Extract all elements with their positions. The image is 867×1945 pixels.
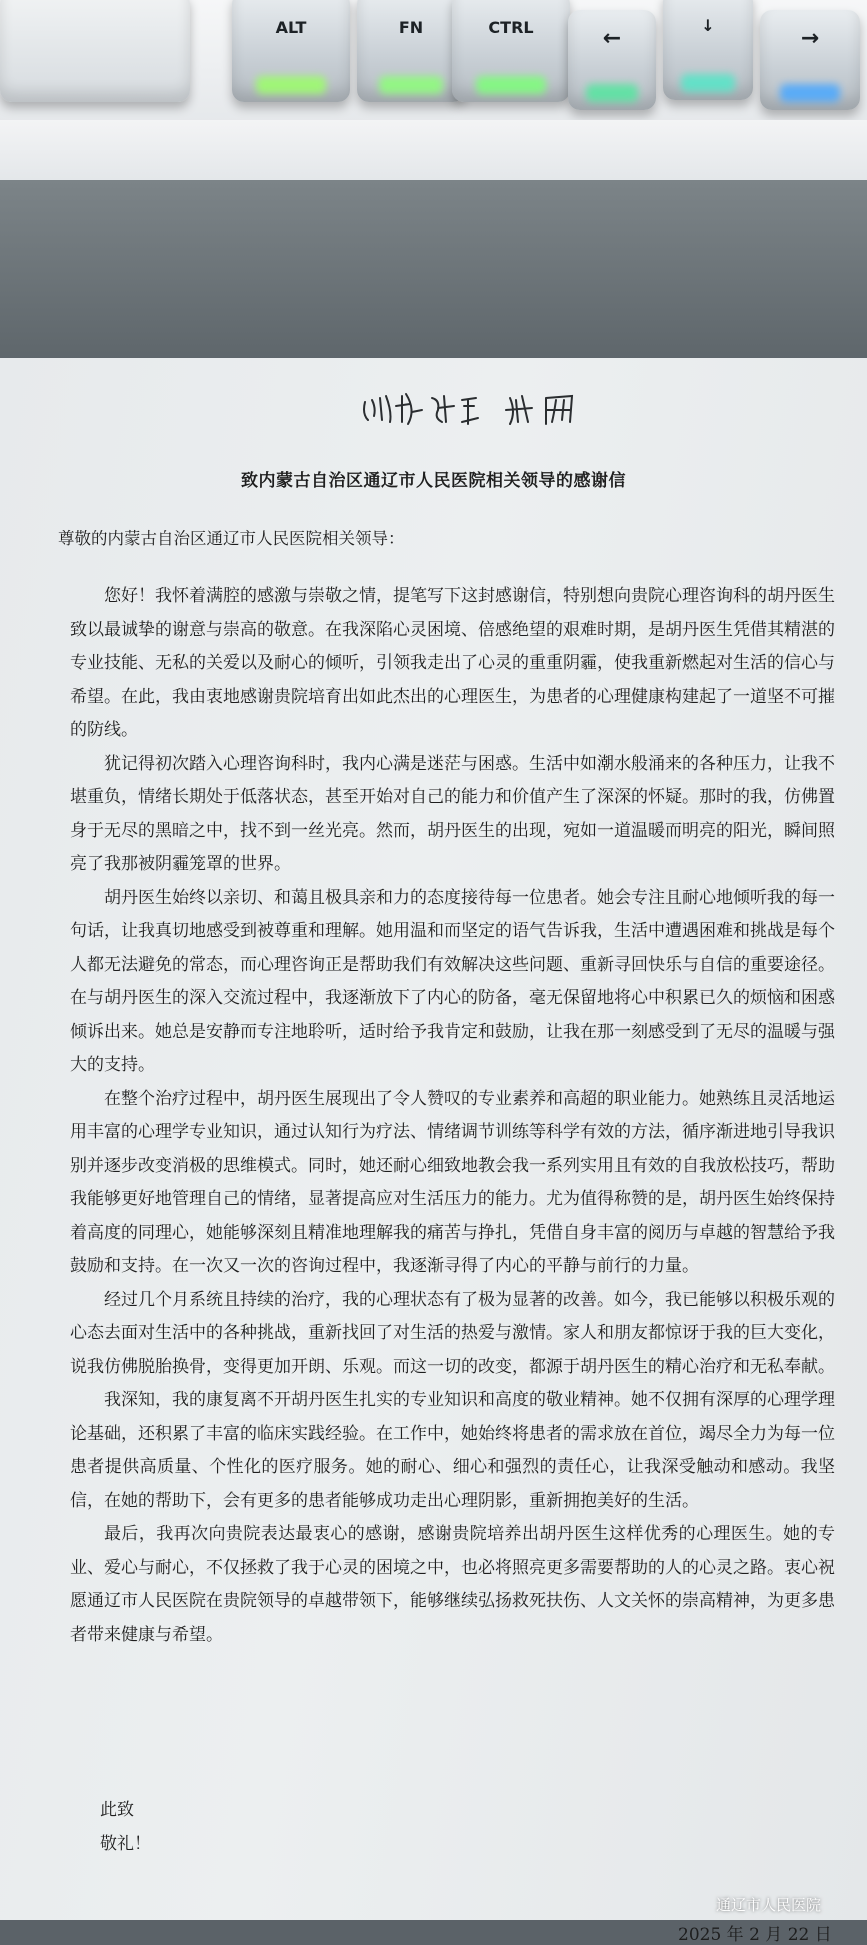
keyboard-key-down-arrow [663,0,753,100]
keyboard-rim [0,120,867,182]
key-glow [681,74,735,92]
key-glow [780,84,840,102]
letter-closing [100,1793,151,1861]
keyboard-key-ctrl [452,0,570,102]
closing-line-2: 敬礼！ [100,1834,151,1854]
closing-line-1: 此致 [100,1800,134,1820]
down-arrow-icon: ↓ [701,16,715,35]
key-glow [476,76,547,94]
source-watermark: 通辽市人民医院 [716,1896,822,1914]
letter-paragraph: 经过几个月系统且持续的治疗，我的心理状态有了极为显著的改善。如今，我已能够以积极乐观的心态去面对生活中的各种挑战，重新找回了对生活的热爱与激情。家人和朋友都惊讶于我的巨大变化，说我仿佛脱胎换骨，变得更加开朗、乐观。而这一切的改变，都源于胡丹医生的精心治疗和无私奉献。 [70,1289,835,1377]
letter-paragraph: 您好！我怀着满腔的感激与崇敬之情，提笔写下这封感谢信，特别想向贵院心理咨询科的胡丹医生致以最诚挚的谢意与崇高的敬意。在我深陷心灵困境、倍感绝望的艰难时期，是胡丹医生凭借其精湛的专业技能、无私的关爱以及耐心的倾听，引领我走出了心灵的重重阴霾，使我重新燃起对生活的信心与希望。在此，我由衷地感谢贵院培育出如此杰出的心理医生，为患者的心理健康构建起了一道坚不可摧的防线。 [70,586,835,740]
letter-date: 2025 年 2 月 22 日 [678,1925,832,1945]
key-glow [256,76,327,94]
letter-paragraph: 在整个治疗过程中，胡丹医生展现出了令人赞叹的专业素养和高超的职业能力。她熟练且灵活地运用丰富的心理学专业知识，通过认知行为疗法、情绪调节训练等科学有效的方法，循序渐进地引导我识别并逐步改变消极的思维模式。同时，她还耐心细致地教会我一系列实用且有效的自我放松技巧，帮助我能够更好地管理自己的情绪，显著提高应对生活压力的能力。尤为值得称赞的是，胡丹医生始终保持着高度的同理心，她能够深刻且精准地理解我的痛苦与挣扎，凭借自身丰富的阅历与卓越的智慧给予我鼓励和支持。在一次又一次的咨询过程中，我逐渐寻得了内心的平静与前行的力量。 [70,1088,835,1276]
letter-salutation: 尊敬的内蒙古自治区通辽市人民医院相关领导： [58,529,405,548]
letter-body [70,580,835,1652]
letter-paragraph: 我深知，我的康复离不开胡丹医生扎实的专业知识和高度的敬业精神。她不仅拥有深厚的心理学理论基础，还积累了丰富的临床实践经验。在工作中，她始终将患者的需求放在首位，竭尽全力为每一位患者提供高质量、个性化的医疗服务。她的耐心、细心和强烈的责任心，让我深受触动和感动。我坚信，在她的帮助下，会有更多的患者能够成功走出心理阴影，重新拥抱美好的生活。 [70,1390,835,1511]
keyboard-key-blank [0,0,190,102]
keyboard-key-alt [232,0,350,102]
keyboard-key-right-arrow [760,10,860,110]
desk-surface [0,180,867,360]
keyboard-key-left-arrow [568,10,656,110]
key-glow [379,76,444,94]
key-label: ALT [275,18,307,37]
keyboard-key-fn [357,0,465,102]
key-label: FN [398,18,424,37]
left-arrow-icon: ← [602,26,622,51]
key-glow [586,84,639,102]
key-label: CTRL [488,18,534,37]
right-arrow-icon: → [800,26,820,51]
letter-paragraph: 犹记得初次踏入心理咨询科时，我内心满是迷茫与困惑。生活中如潮水般涌来的各种压力，让我不堪重负，情绪长期处于低落状态，甚至开始对自己的能力和价值产生了深深的怀疑。那时的我，仿佛置身于无尽的黑暗之中，找不到一丝光亮。然而，胡丹医生的出现，宛如一道温暖而明亮的阳光，瞬间照亮了我那被阴霾笼罩的世界。 [70,753,835,874]
letter-paragraph: 胡丹医生始终以亲切、和蔼且极具亲和力的态度接待每一位患者。她会专注且耐心地倾听我的每一句话，让我真切地感受到被尊重和理解。她用温和而坚定的语气告诉我，生活中遭遇困难和挑战是每个人都无法避免的常态，而心理咨询正是帮助我们有效解决这些问题、重新寻回快乐与自信的重要途径。在与胡丹医生的深入交流过程中，我逐渐放下了内心的防备，毫无保留地将心中积累已久的烦恼和困惑倾诉出来。她总是安静而专注地聆听，适时给予我肯定和鼓励，让我在那一刻感受到了无尽的温暖与强大的支持。 [70,887,835,1075]
letter-paragraph: 最后，我再次向贵院表达最衷心的感谢，感谢贵院培养出胡丹医生这样优秀的心理医生。她的专业、爱心与耐心，不仅拯救了我于心灵的困境之中，也必将照亮更多需要帮助的人的心灵之路。衷心祝愿通辽市人民医院在贵院领导的卓越带领下，能够继续弘扬救死扶伤、人文关怀的崇高精神，为更多患者带来健康与希望。 [70,1524,835,1645]
keyboard [0,0,867,200]
handwritten-note-signature [350,382,650,432]
letter-title: 致内蒙古自治区通辽市人民医院相关领导的感谢信 [241,471,626,491]
letter-paper [0,358,867,1945]
